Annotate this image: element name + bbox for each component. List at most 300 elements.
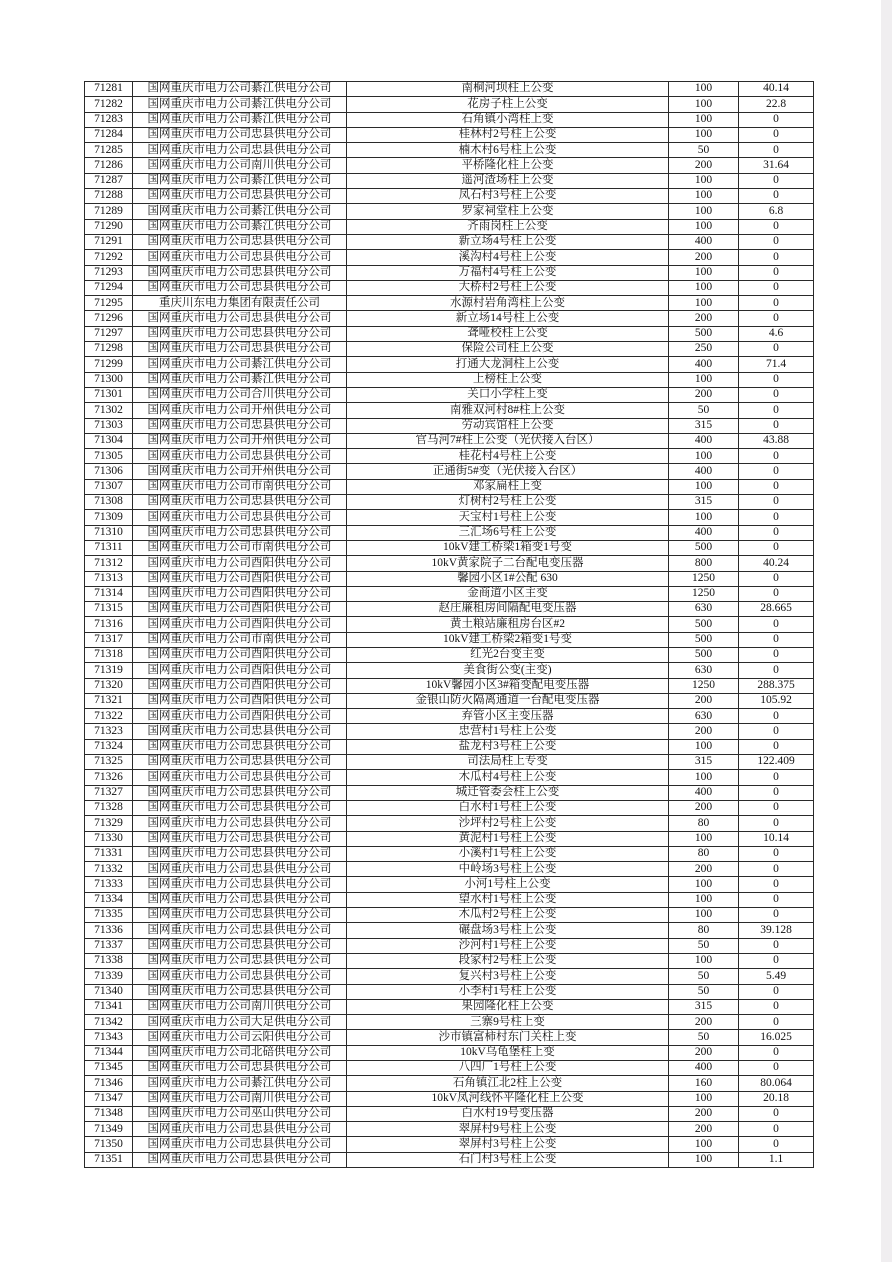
station-name-cell: 中岭场3号柱上公变	[347, 862, 669, 877]
value-cell: 4.6	[739, 326, 814, 341]
station-name-cell: 南雅双河村8#柱上公变	[347, 403, 669, 418]
table-row	[85, 678, 814, 693]
capacity-cell: 500	[669, 647, 739, 662]
value-cell: 39.128	[739, 923, 814, 938]
table-row	[85, 1045, 814, 1060]
capacity-cell: 200	[669, 693, 739, 708]
value-cell: 0	[739, 1137, 814, 1152]
row-id-cell: 71327	[85, 785, 133, 800]
value-cell: 0	[739, 877, 814, 892]
company-cell: 国网重庆市电力公司忠县供电分公司	[133, 1122, 347, 1137]
station-name-cell: 10kV乌龟堡柱上变	[347, 1045, 669, 1060]
company-cell: 国网重庆市电力公司忠县供电分公司	[133, 1137, 347, 1152]
row-id-cell: 71291	[85, 234, 133, 249]
company-cell: 国网重庆市电力公司开州供电分公司	[133, 464, 347, 479]
value-cell: 0	[739, 189, 814, 204]
value-cell: 43.88	[739, 433, 814, 448]
company-cell: 国网重庆市电力公司綦江供电分公司	[133, 1076, 347, 1091]
value-cell: 0	[739, 984, 814, 999]
capacity-cell: 400	[669, 785, 739, 800]
station-name-cell: 美食街公变(主变)	[347, 663, 669, 678]
station-name-cell: 花房子柱上公变	[347, 97, 669, 112]
value-cell: 0	[739, 586, 814, 601]
table-row	[85, 862, 814, 877]
station-name-cell: 10kV建工桥梁2箱变1号变	[347, 632, 669, 647]
page-edge-strip	[881, 0, 892, 1262]
row-id-cell: 71303	[85, 418, 133, 433]
table-row	[85, 999, 814, 1014]
company-cell: 国网重庆市电力公司酉阳供电分公司	[133, 602, 347, 617]
company-cell: 国网重庆市电力公司忠县供电分公司	[133, 525, 347, 540]
value-cell: 0	[739, 1015, 814, 1030]
row-id-cell: 71335	[85, 908, 133, 923]
table-row	[85, 189, 814, 204]
row-id-cell: 71329	[85, 816, 133, 831]
capacity-cell: 100	[669, 739, 739, 754]
station-name-cell: 碾盘场3号柱上公变	[347, 923, 669, 938]
row-id-cell: 71316	[85, 617, 133, 632]
value-cell: 0	[739, 571, 814, 586]
company-cell: 国网重庆市电力公司大足供电分公司	[133, 1015, 347, 1030]
table-row	[85, 219, 814, 234]
value-cell: 0	[739, 464, 814, 479]
capacity-cell: 100	[669, 449, 739, 464]
company-cell: 国网重庆市电力公司綦江供电分公司	[133, 372, 347, 387]
row-id-cell: 71308	[85, 495, 133, 510]
value-cell: 0	[739, 800, 814, 815]
row-id-cell: 71311	[85, 540, 133, 555]
value-cell: 0	[739, 311, 814, 326]
value-cell: 0	[739, 908, 814, 923]
value-cell: 0	[739, 265, 814, 280]
table-row	[85, 724, 814, 739]
company-cell: 国网重庆市电力公司忠县供电分公司	[133, 953, 347, 968]
value-cell: 20.18	[739, 1091, 814, 1106]
station-name-cell: 司法局柱上专变	[347, 755, 669, 770]
company-cell: 国网重庆市电力公司酉阳供电分公司	[133, 678, 347, 693]
row-id-cell: 71289	[85, 204, 133, 219]
row-id-cell: 71309	[85, 510, 133, 525]
company-cell: 国网重庆市电力公司酉阳供电分公司	[133, 693, 347, 708]
row-id-cell: 71283	[85, 112, 133, 127]
station-name-cell: 新立场4号柱上公变	[347, 234, 669, 249]
value-cell: 0	[739, 647, 814, 662]
company-cell: 国网重庆市电力公司忠县供电分公司	[133, 495, 347, 510]
capacity-cell: 100	[669, 82, 739, 97]
value-cell: 31.64	[739, 158, 814, 173]
station-name-cell: 南桐河坝柱上公变	[347, 82, 669, 97]
value-cell: 0	[739, 1045, 814, 1060]
table-row	[85, 709, 814, 724]
capacity-cell: 50	[669, 938, 739, 953]
capacity-cell: 315	[669, 755, 739, 770]
capacity-cell: 50	[669, 403, 739, 418]
capacity-cell: 100	[669, 173, 739, 188]
capacity-cell: 100	[669, 219, 739, 234]
station-name-cell: 聋哑校柱上公变	[347, 326, 669, 341]
value-cell: 10.14	[739, 831, 814, 846]
station-name-cell: 小溪村1号柱上公变	[347, 846, 669, 861]
capacity-cell: 200	[669, 862, 739, 877]
station-name-cell: 万福村4号柱上公变	[347, 265, 669, 280]
table-row	[85, 571, 814, 586]
table-row	[85, 586, 814, 601]
station-name-cell: 沙河村1号柱上公变	[347, 938, 669, 953]
value-cell: 16.025	[739, 1030, 814, 1045]
station-name-cell: 齐雨岗柱上公变	[347, 219, 669, 234]
table-row	[85, 984, 814, 999]
company-cell: 国网重庆市电力公司忠县供电分公司	[133, 342, 347, 357]
capacity-cell: 200	[669, 250, 739, 265]
row-id-cell: 71318	[85, 647, 133, 662]
table-row	[85, 816, 814, 831]
station-name-cell: 城迁管委会柱上公变	[347, 785, 669, 800]
company-cell: 国网重庆市电力公司酉阳供电分公司	[133, 647, 347, 662]
capacity-cell: 400	[669, 433, 739, 448]
row-id-cell: 71307	[85, 479, 133, 494]
company-cell: 国网重庆市电力公司忠县供电分公司	[133, 785, 347, 800]
value-cell: 22.8	[739, 97, 814, 112]
capacity-cell: 630	[669, 709, 739, 724]
row-id-cell: 71310	[85, 525, 133, 540]
company-cell: 国网重庆市电力公司忠县供电分公司	[133, 143, 347, 158]
row-id-cell: 71350	[85, 1137, 133, 1152]
capacity-cell: 400	[669, 525, 739, 540]
value-cell: 0	[739, 724, 814, 739]
company-cell: 国网重庆市电力公司市南供电分公司	[133, 632, 347, 647]
capacity-cell: 100	[669, 831, 739, 846]
station-name-cell: 弃管小区主变压器	[347, 709, 669, 724]
company-cell: 国网重庆市电力公司酉阳供电分公司	[133, 709, 347, 724]
row-id-cell: 71331	[85, 846, 133, 861]
company-cell: 国网重庆市电力公司忠县供电分公司	[133, 265, 347, 280]
value-cell: 0	[739, 846, 814, 861]
station-name-cell: 官马河7#柱上公变（光伏接入台区）	[347, 433, 669, 448]
capacity-cell: 100	[669, 296, 739, 311]
row-id-cell: 71342	[85, 1015, 133, 1030]
capacity-cell: 400	[669, 357, 739, 372]
capacity-cell: 315	[669, 999, 739, 1014]
table-row	[85, 892, 814, 907]
value-cell: 0	[739, 617, 814, 632]
value-cell: 28.665	[739, 602, 814, 617]
station-name-cell: 木瓜村4号柱上公变	[347, 770, 669, 785]
station-name-cell: 罗家祠堂柱上公变	[347, 204, 669, 219]
company-cell: 国网重庆市电力公司开州供电分公司	[133, 433, 347, 448]
table-row	[85, 908, 814, 923]
value-cell: 288.375	[739, 678, 814, 693]
table-row	[85, 1015, 814, 1030]
row-id-cell: 71300	[85, 372, 133, 387]
station-name-cell: 果园隆化柱上公变	[347, 999, 669, 1014]
company-cell: 国网重庆市电力公司市南供电分公司	[133, 540, 347, 555]
row-id-cell: 71296	[85, 311, 133, 326]
value-cell: 0	[739, 127, 814, 142]
company-cell: 国网重庆市电力公司忠县供电分公司	[133, 984, 347, 999]
company-cell: 国网重庆市电力公司云阳供电分公司	[133, 1030, 347, 1045]
capacity-cell: 50	[669, 143, 739, 158]
row-id-cell: 71295	[85, 296, 133, 311]
table-row	[85, 265, 814, 280]
company-cell: 国网重庆市电力公司酉阳供电分公司	[133, 571, 347, 586]
station-name-cell: 溪沟村4号柱上公变	[347, 250, 669, 265]
station-name-cell: 望水村1号柱上公变	[347, 892, 669, 907]
company-cell: 国网重庆市电力公司忠县供电分公司	[133, 831, 347, 846]
row-id-cell: 71323	[85, 724, 133, 739]
capacity-cell: 400	[669, 464, 739, 479]
table-row	[85, 82, 814, 97]
table-row	[85, 1137, 814, 1152]
capacity-cell: 100	[669, 1152, 739, 1167]
capacity-cell: 500	[669, 326, 739, 341]
station-name-cell: 楠木村6号柱上公变	[347, 143, 669, 158]
capacity-cell: 100	[669, 479, 739, 494]
capacity-cell: 100	[669, 204, 739, 219]
station-name-cell: 平桥隆化柱上公变	[347, 158, 669, 173]
capacity-cell: 200	[669, 158, 739, 173]
table-row	[85, 1091, 814, 1106]
station-name-cell: 复兴村3号柱上公变	[347, 969, 669, 984]
value-cell: 0	[739, 143, 814, 158]
value-cell: 0	[739, 770, 814, 785]
row-id-cell: 71298	[85, 342, 133, 357]
value-cell: 0	[739, 479, 814, 494]
value-cell: 0	[739, 296, 814, 311]
row-id-cell: 71292	[85, 250, 133, 265]
station-name-cell: 10kV建工桥梁1箱变1号变	[347, 540, 669, 555]
capacity-cell: 630	[669, 663, 739, 678]
value-cell: 0	[739, 234, 814, 249]
capacity-cell: 500	[669, 617, 739, 632]
table-row	[85, 938, 814, 953]
company-cell: 国网重庆市电力公司忠县供电分公司	[133, 800, 347, 815]
company-cell: 国网重庆市电力公司忠县供电分公司	[133, 938, 347, 953]
company-cell: 国网重庆市电力公司忠县供电分公司	[133, 189, 347, 204]
value-cell: 0	[739, 632, 814, 647]
station-name-cell: 打通大龙洞柱上公变	[347, 357, 669, 372]
row-id-cell: 71288	[85, 189, 133, 204]
row-id-cell: 71343	[85, 1030, 133, 1045]
capacity-cell: 800	[669, 556, 739, 571]
company-cell: 国网重庆市电力公司忠县供电分公司	[133, 969, 347, 984]
station-name-cell: 石角镇江北2柱上公变	[347, 1076, 669, 1091]
capacity-cell: 200	[669, 800, 739, 815]
company-cell: 国网重庆市电力公司开州供电分公司	[133, 403, 347, 418]
station-name-cell: 黄土粮站廉租房台区#2	[347, 617, 669, 632]
table-row	[85, 739, 814, 754]
company-cell: 国网重庆市电力公司綦江供电分公司	[133, 97, 347, 112]
row-id-cell: 71287	[85, 173, 133, 188]
table-row	[85, 693, 814, 708]
value-cell: 0	[739, 938, 814, 953]
value-cell: 0	[739, 892, 814, 907]
row-id-cell: 71345	[85, 1061, 133, 1076]
table-row	[85, 433, 814, 448]
value-cell: 0	[739, 342, 814, 357]
company-cell: 国网重庆市电力公司忠县供电分公司	[133, 326, 347, 341]
station-name-cell: 天宝村1号柱上公变	[347, 510, 669, 525]
station-name-cell: 金商道小区主变	[347, 586, 669, 601]
table-row	[85, 127, 814, 142]
company-cell: 国网重庆市电力公司綦江供电分公司	[133, 219, 347, 234]
row-id-cell: 71301	[85, 387, 133, 402]
value-cell: 0	[739, 403, 814, 418]
value-cell: 80.064	[739, 1076, 814, 1091]
company-cell: 国网重庆市电力公司忠县供电分公司	[133, 280, 347, 295]
capacity-cell: 200	[669, 311, 739, 326]
table-row	[85, 296, 814, 311]
capacity-cell: 100	[669, 877, 739, 892]
company-cell: 国网重庆市电力公司南川供电分公司	[133, 999, 347, 1014]
table-row	[85, 342, 814, 357]
station-name-cell: 馨园小区1#公配 630	[347, 571, 669, 586]
company-cell: 国网重庆市电力公司忠县供电分公司	[133, 908, 347, 923]
station-name-cell: 三寨9号柱上变	[347, 1015, 669, 1030]
row-id-cell: 71320	[85, 678, 133, 693]
capacity-cell: 500	[669, 632, 739, 647]
company-cell: 重庆川东电力集团有限责任公司	[133, 296, 347, 311]
value-cell: 0	[739, 173, 814, 188]
table-row	[85, 1030, 814, 1045]
row-id-cell: 71336	[85, 923, 133, 938]
row-id-cell: 71305	[85, 449, 133, 464]
value-cell: 0	[739, 999, 814, 1014]
station-name-cell: 遥河渣场柱上公变	[347, 173, 669, 188]
row-id-cell: 71317	[85, 632, 133, 647]
transformer-table	[84, 81, 814, 1168]
row-id-cell: 71286	[85, 158, 133, 173]
row-id-cell: 71332	[85, 862, 133, 877]
value-cell: 0	[739, 510, 814, 525]
value-cell: 0	[739, 953, 814, 968]
value-cell: 0	[739, 816, 814, 831]
company-cell: 国网重庆市电力公司忠县供电分公司	[133, 449, 347, 464]
capacity-cell: 50	[669, 984, 739, 999]
capacity-cell: 80	[669, 846, 739, 861]
station-name-cell: 邓家扁柱上变	[347, 479, 669, 494]
table-row	[85, 357, 814, 372]
company-cell: 国网重庆市电力公司巫山供电分公司	[133, 1106, 347, 1121]
company-cell: 国网重庆市电力公司忠县供电分公司	[133, 1061, 347, 1076]
value-cell: 0	[739, 1122, 814, 1137]
row-id-cell: 71333	[85, 877, 133, 892]
table-row	[85, 953, 814, 968]
value-cell: 0	[739, 387, 814, 402]
table-row	[85, 403, 814, 418]
company-cell: 国网重庆市电力公司忠县供电分公司	[133, 923, 347, 938]
row-id-cell: 71340	[85, 984, 133, 999]
row-id-cell: 71290	[85, 219, 133, 234]
row-id-cell: 71334	[85, 892, 133, 907]
company-cell: 国网重庆市电力公司忠县供电分公司	[133, 846, 347, 861]
value-cell: 0	[739, 862, 814, 877]
table-row	[85, 525, 814, 540]
row-id-cell: 71325	[85, 755, 133, 770]
company-cell: 国网重庆市电力公司忠县供电分公司	[133, 724, 347, 739]
company-cell: 国网重庆市电力公司忠县供电分公司	[133, 234, 347, 249]
value-cell: 40.24	[739, 556, 814, 571]
table-row	[85, 158, 814, 173]
capacity-cell: 200	[669, 1122, 739, 1137]
station-name-cell: 小李村1号柱上公变	[347, 984, 669, 999]
value-cell: 0	[739, 739, 814, 754]
station-name-cell: 小河1号柱上公变	[347, 877, 669, 892]
station-name-cell: 金银山防火隔离通道一台配电变压器	[347, 693, 669, 708]
station-name-cell: 白水村19号变压器	[347, 1106, 669, 1121]
station-name-cell: 水源村岩角湾柱上公变	[347, 296, 669, 311]
table-row	[85, 495, 814, 510]
station-name-cell: 赵庄廉租房间隔配电变压器	[347, 602, 669, 617]
company-cell: 国网重庆市电力公司北碚供电分公司	[133, 1045, 347, 1060]
station-name-cell: 木瓜村2号柱上公变	[347, 908, 669, 923]
table-row	[85, 846, 814, 861]
capacity-cell: 1250	[669, 571, 739, 586]
table-row	[85, 877, 814, 892]
station-name-cell: 翠屏村9号柱上公变	[347, 1122, 669, 1137]
company-cell: 国网重庆市电力公司市南供电分公司	[133, 479, 347, 494]
value-cell: 0	[739, 495, 814, 510]
table-row	[85, 97, 814, 112]
company-cell: 国网重庆市电力公司忠县供电分公司	[133, 311, 347, 326]
station-name-cell: 翠屏村3号柱上公变	[347, 1137, 669, 1152]
value-cell: 0	[739, 785, 814, 800]
station-name-cell: 灯树村2号柱上公变	[347, 495, 669, 510]
capacity-cell: 80	[669, 923, 739, 938]
table-row	[85, 1106, 814, 1121]
table-row	[85, 479, 814, 494]
value-cell: 0	[739, 449, 814, 464]
company-cell: 国网重庆市电力公司綦江供电分公司	[133, 173, 347, 188]
row-id-cell: 71281	[85, 82, 133, 97]
station-name-cell: 忠营村1号柱上公变	[347, 724, 669, 739]
company-cell: 国网重庆市电力公司忠县供电分公司	[133, 877, 347, 892]
station-name-cell: 沙坪村2号柱上公变	[347, 816, 669, 831]
station-name-cell: 保险公司柱上公变	[347, 342, 669, 357]
capacity-cell: 500	[669, 540, 739, 555]
station-name-cell: 红光2台变主变	[347, 647, 669, 662]
capacity-cell: 100	[669, 97, 739, 112]
row-id-cell: 71324	[85, 739, 133, 754]
transformer-table-body	[85, 82, 814, 1168]
value-cell: 1.1	[739, 1152, 814, 1167]
value-cell: 5.49	[739, 969, 814, 984]
station-name-cell: 三汇场6号柱上公变	[347, 525, 669, 540]
value-cell: 0	[739, 112, 814, 127]
capacity-cell: 50	[669, 1030, 739, 1045]
value-cell: 6.8	[739, 204, 814, 219]
station-name-cell: 10kV凤河线怀平隆化柱上公变	[347, 1091, 669, 1106]
station-name-cell: 10kV馨园小区3#箱变配电变压器	[347, 678, 669, 693]
row-id-cell: 71347	[85, 1091, 133, 1106]
row-id-cell: 71297	[85, 326, 133, 341]
table-row	[85, 617, 814, 632]
table-row	[85, 1076, 814, 1091]
row-id-cell: 71302	[85, 403, 133, 418]
capacity-cell: 100	[669, 770, 739, 785]
capacity-cell: 100	[669, 189, 739, 204]
station-name-cell: 黄泥村1号柱上公变	[347, 831, 669, 846]
row-id-cell: 71339	[85, 969, 133, 984]
station-name-cell: 10kV黄家院子二台配电变压器	[347, 556, 669, 571]
row-id-cell: 71285	[85, 143, 133, 158]
value-cell: 0	[739, 663, 814, 678]
row-id-cell: 71282	[85, 97, 133, 112]
row-id-cell: 71313	[85, 571, 133, 586]
capacity-cell: 200	[669, 1106, 739, 1121]
row-id-cell: 71344	[85, 1045, 133, 1060]
capacity-cell: 400	[669, 234, 739, 249]
capacity-cell: 100	[669, 1137, 739, 1152]
